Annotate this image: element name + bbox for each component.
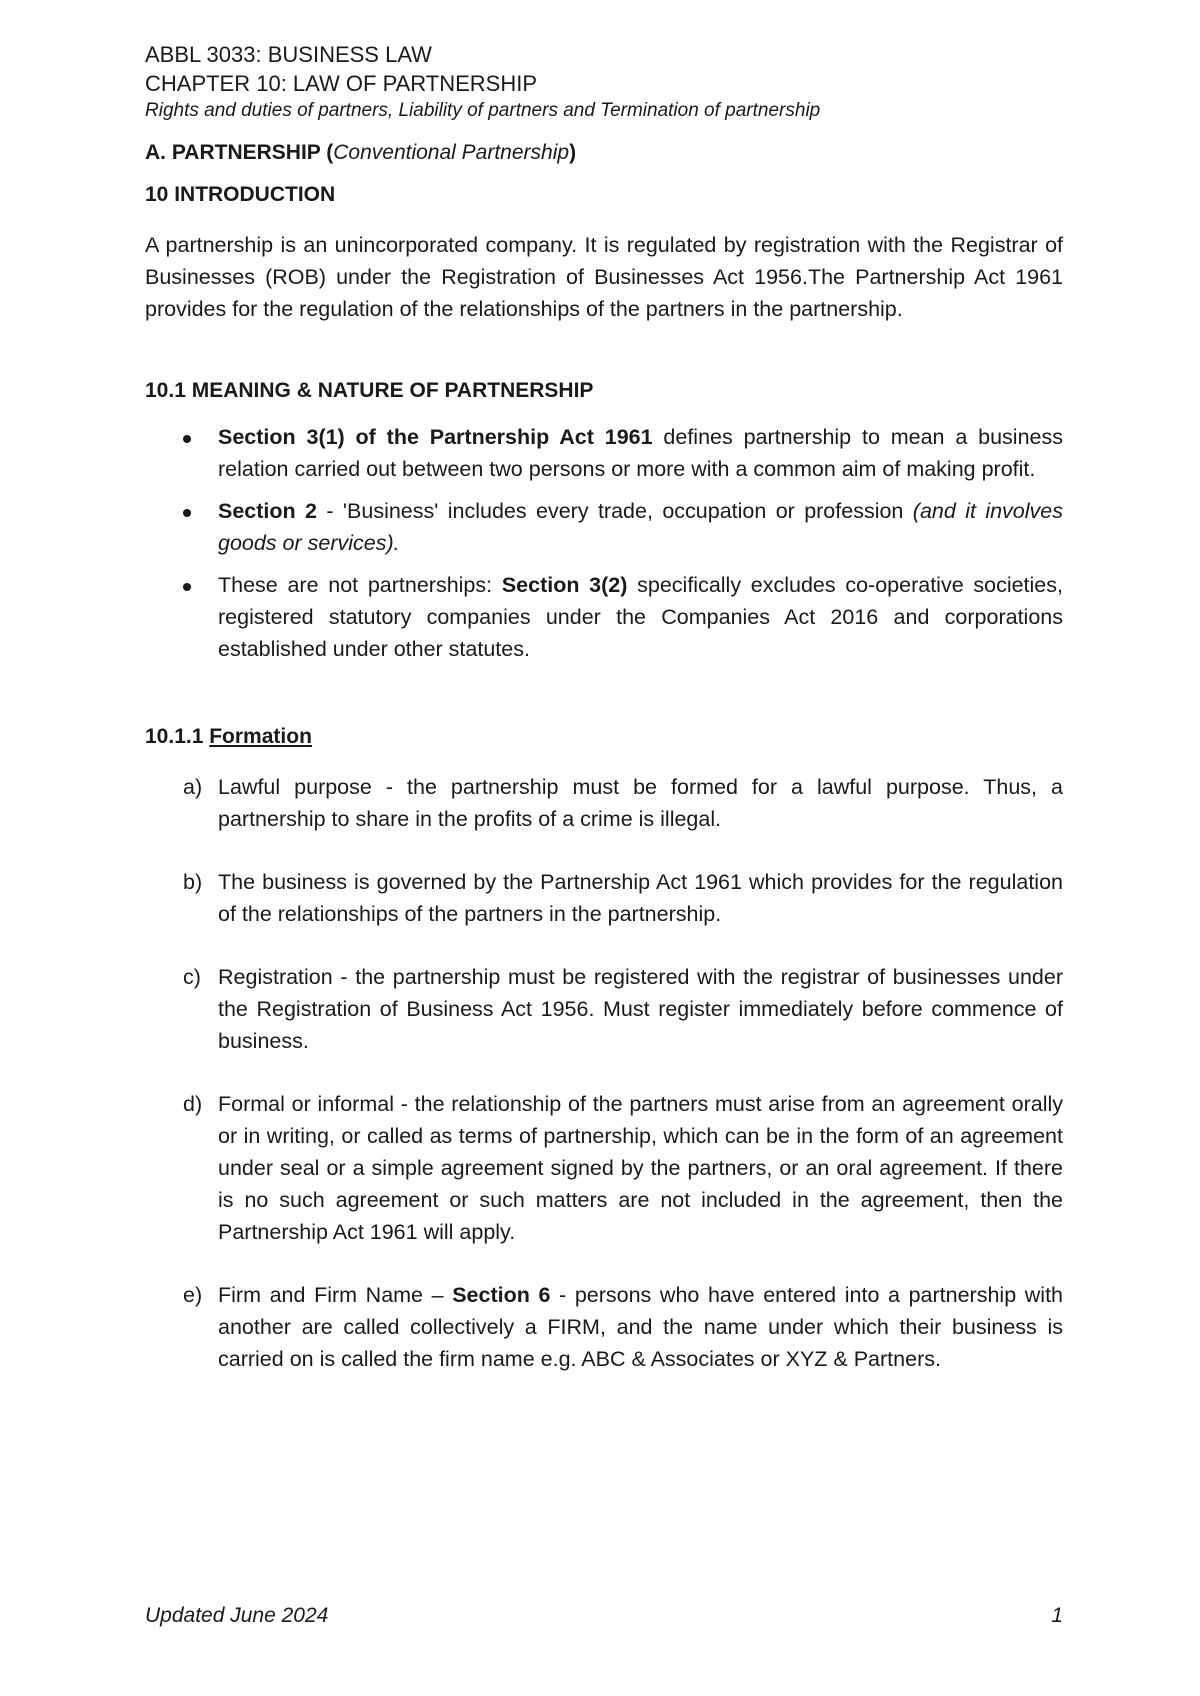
formation-number: 10.1.1 [145,725,210,748]
chapter-title: CHAPTER 10: LAW OF PARTNERSHIP [145,71,538,96]
list-item [145,1279,1063,1375]
formation-list [145,771,1063,1375]
bullet-item [145,421,1063,485]
bullet-item [145,495,1063,559]
list-item [145,1088,1063,1248]
bullet-item [145,569,1063,665]
list-text: - persons who have entered into a partnership with another are called collectively a FIRM, and the name under which their business is carried on is called the firm name e.g. ABC & Associates or XYZ & Partners. [218,1283,1063,1371]
page-number: 1 [1051,1604,1063,1627]
list-marker: d) [183,1092,203,1116]
list-text: Formal or informal - the relationship of the partners must arise from an agreement orally or in writing, or called as terms of partnership, which can be in the form of an agreement under seal or a simple agreement signed by the partners, or an oral agreement. If there is no such agreement or such matters are not included in the agreement, then the Partnership Act 1961 will apply. [218,1092,1063,1244]
formation-heading [145,725,1063,749]
list-item [145,866,1063,930]
section-a-close: ) [569,141,577,164]
chapter-subtitle: Rights and duties of partners, Liability of partners and Termination of partnership [145,100,821,121]
list-item [145,771,1063,835]
section-a-heading [145,141,1063,165]
intro-paragraph: A partnership is an unincorporated company. It is regulated by registration with the Registrar of Businesses (ROB) under the Registration of Businesses Act 1956.The Partnership Act 1961 provides for the regulation of the relationships of the partners in the partnership. [145,233,1063,321]
bullet-text: defines partnership to mean a business relation carried out between two persons or more with a common aim of making profit. [218,425,1063,481]
section-a-italic: Conventional Partnership [333,141,570,164]
course-title: ABBL 3033: BUSINESS LAW [145,42,432,67]
list-marker: b) [183,870,203,894]
formation-title: Formation [209,725,312,748]
list-item [145,961,1063,1057]
bullet-text: specifically excludes co-operative societies, registered statutory companies under the Companies Act 2016 and corporations established under other statutes. [218,573,1063,661]
bullet-pre: These are not partnerships: [218,573,502,597]
page-footer [145,1604,1063,1628]
page-content [145,40,1063,1406]
bullet-bold: Section 2 [218,499,317,523]
bullet-icon [183,435,191,443]
intro-heading: 10 INTRODUCTION [145,183,336,206]
list-text: Registration - the partnership must be registered with the registrar of businesses under the Registration of Business Act 1956. Must register immediately before commence of business. [218,965,1063,1053]
list-marker: e) [183,1283,203,1307]
bullet-text: - 'Business' includes every trade, occupation or profession [317,499,913,523]
list-text: Lawful purpose - the partnership must be formed for a lawful purpose. Thus, a partnership to share in the profits of a crime is illegal. [218,775,1063,831]
list-pre: Firm and Firm Name – [218,1283,453,1307]
bullet-icon [183,509,191,517]
footer-updated: Updated June 2024 [145,1604,329,1627]
list-text: The business is governed by the Partnership Act 1961 which provides for the regulation of the relationships of the partners in the partnership. [218,870,1063,926]
list-marker: a) [183,775,203,799]
list-bold: Section 6 [452,1283,551,1307]
meaning-bullet-list [145,421,1063,665]
list-marker: c) [183,965,201,989]
section-a-label: A. PARTNERSHIP ( [145,141,334,164]
bullet-italic: (and it involves goods or services). [218,499,1063,555]
meaning-heading: 10.1 MEANING & NATURE OF PARTNERSHIP [145,379,594,402]
bullet-bold: Section 3(1) of the Partnership Act 1961 [218,425,653,449]
bullet-icon [183,583,191,591]
bullet-bold: Section 3(2) [501,573,628,597]
